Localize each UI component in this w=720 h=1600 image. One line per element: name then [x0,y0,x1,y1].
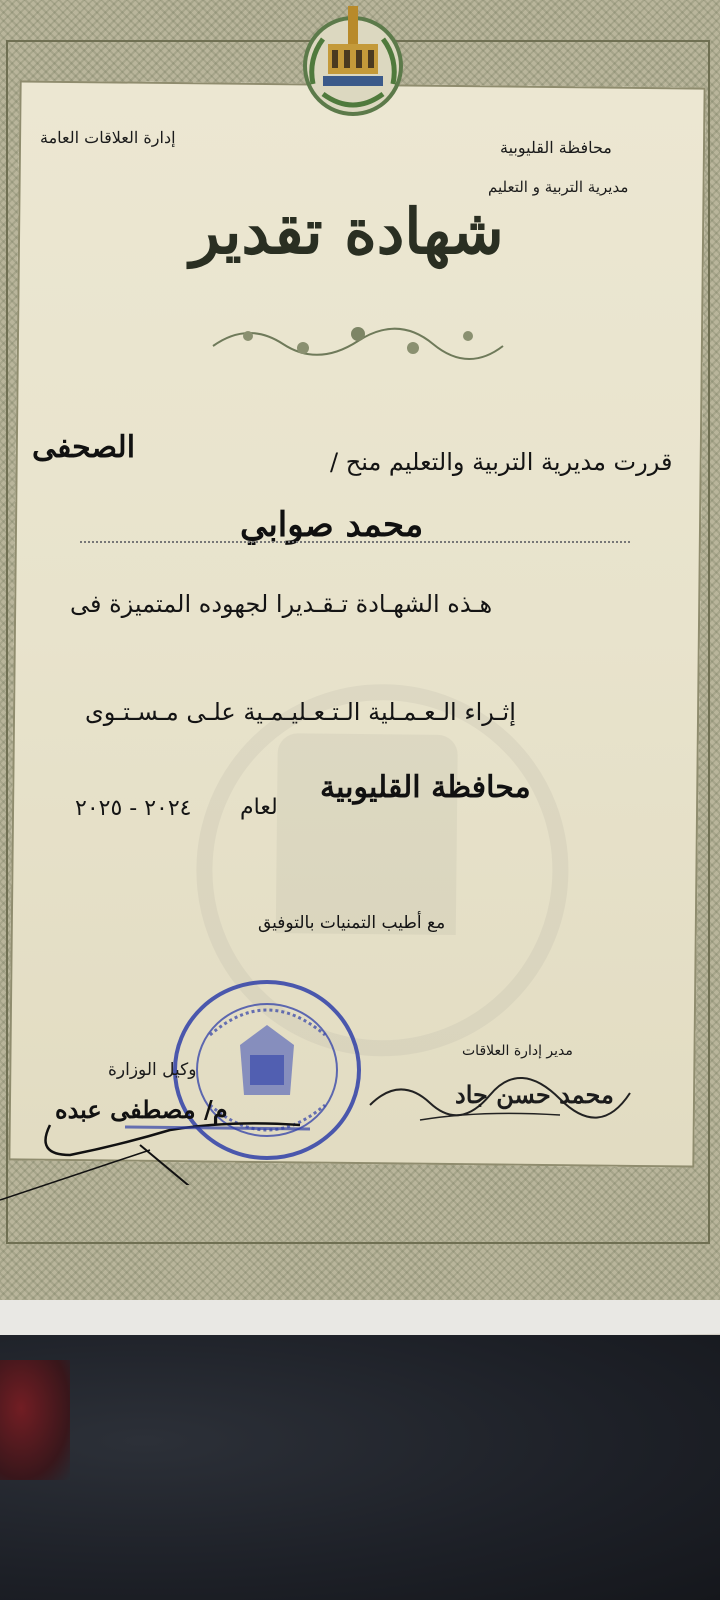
manager-signature: محمد حسن جاد [455,1080,614,1109]
fabric-background [0,1335,720,1600]
closing-wishes: مع أطيب التمنيات بالتوفيق [258,913,446,933]
enrichment-line: إثـراء الـعـمـلية الـتـعـليـمـية علـى مـسـتـوى [85,698,516,726]
deputy-title: وكيل الوزارة [108,1060,197,1080]
header-governorate: محافظة القليوبية [500,138,612,157]
grant-statement: قررت مديرية التربية والتعليم منح / [330,448,673,476]
certificate-title: شهادة تقدير [190,195,504,268]
recipient-name-handwritten: محمد صوابي [240,505,424,545]
header-directorate: مديرية التربية و التعليم [488,178,629,196]
recipient-title-handwritten: الصحفى [32,430,136,465]
governorate-handwritten: محافظة القليوبية [320,770,531,805]
header-department: إدارة العلاقات العامة [40,128,176,147]
academic-year: ٢٠٢٤ - ٢٠٢٥ [75,796,192,821]
appreciation-line: هـذه الشهـادة تـقـديرا لجهوده المتميزة فى [70,590,493,618]
year-prefix: لعام [240,795,278,820]
fabric-red-patch [0,1360,70,1480]
manager-title: مدير إدارة العلاقات [462,1043,573,1059]
deputy-signature: م/ مصطفى عبده [55,1095,228,1124]
